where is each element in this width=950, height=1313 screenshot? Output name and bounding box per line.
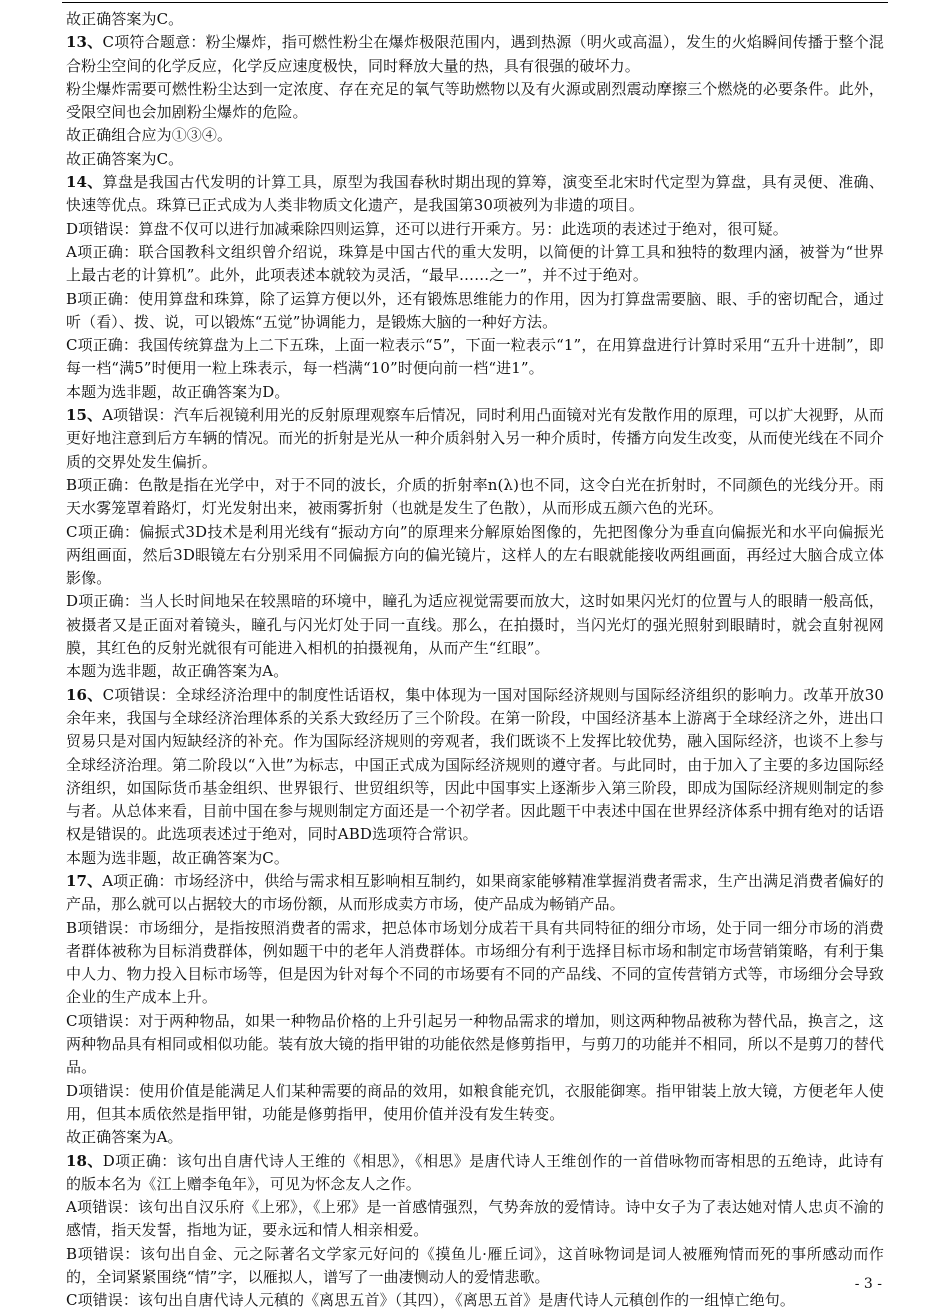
paragraph-text: A项正确：市场经济中，供给与需求相互影响相互制约，如果商家能够精准掌握消费者需求，生产出满足消费者偏好的产品，那么就可以占据较大的市场份额，从而形成卖方市场，使产品成为畅销产品。 <box>66 871 884 914</box>
explanation-paragraph <box>66 1010 884 1080</box>
explanation-paragraph <box>66 78 884 125</box>
explanation-paragraph <box>66 660 884 683</box>
explanation-paragraph <box>66 1289 884 1312</box>
header-rule <box>62 2 888 3</box>
paragraph-text: 故正确答案为C。 <box>66 10 184 28</box>
explanation-paragraph <box>66 847 884 870</box>
explanation-paragraph <box>66 1126 884 1149</box>
document-body <box>66 8 884 1313</box>
paragraph-text: C项正确：我国传统算盘为上二下五珠，上面一粒表示“5”，下面一粒表示“1”，在用算盘进行计算时采用“五升十进制”，即每一档“满5”时便用一粒上珠表示，每一档满“10”时便向前一档“进1”。 <box>66 336 884 378</box>
explanation-paragraph <box>66 8 884 31</box>
explanation-paragraph <box>66 521 884 591</box>
explanation-paragraph <box>66 1196 884 1243</box>
paragraph-text: 本题为选非题，故正确答案为D。 <box>66 382 290 401</box>
explanation-paragraph <box>66 381 884 404</box>
question-number: 17、 <box>66 871 103 890</box>
paragraph-text: D项正确：当人长时间地呆在较黑暗的环境中，瞳孔为适应视觉需要而放大，这时如果闪光灯的位置与人的眼睛一般高低，被摄者又是正面对着镜头，瞳孔与闪光灯处于同一直线。那么，在拍摄时，当闪光灯的强光照射到眼睛时，就会直射视网膜，其红色的反射光就很有可能进入相机的拍摄视角，从而产生“红眼”。 <box>66 592 884 658</box>
explanation-paragraph <box>66 1080 884 1127</box>
paragraph-text: B项错误：该句出自金、元之际著名文学家元好问的《摸鱼儿·雁丘词》，这首咏物词是词人被雁殉情而死的事所感动而作的，全词紧紧围绕“情”字，以雁拟人，谱写了一曲凄恻动人的爱情悲歌。 <box>66 1244 884 1287</box>
paragraph-text: 本题为选非题，故正确答案为A。 <box>66 662 289 681</box>
page-number: - 3 - <box>854 1276 882 1292</box>
question-number: 18、 <box>66 1151 103 1170</box>
explanation-paragraph <box>66 148 884 171</box>
paragraph-text: 粉尘爆炸需要可燃性粉尘达到一定浓度、存在充足的氧气等助燃物以及有火源或剧烈震动摩擦三个燃烧的必要条件。此外，受限空间也会加剧粉尘爆炸的危险。 <box>66 79 884 122</box>
question-number: 15、 <box>66 406 103 425</box>
question-paragraph <box>66 1150 884 1197</box>
question-number: 13、 <box>66 33 103 52</box>
explanation-paragraph <box>66 474 884 521</box>
question-paragraph <box>66 31 884 78</box>
question-paragraph <box>66 404 884 474</box>
paragraph-text: C项错误：该句出自唐代诗人元稹的《离思五首》（其四），《离思五首》是唐代诗人元稹创作的一组悼亡绝句。 <box>66 1291 795 1310</box>
paragraph-text: 故正确组合应为①③④。 <box>66 126 233 145</box>
paragraph-text: 本题为选非题，故正确答案为C。 <box>66 848 289 867</box>
question-paragraph <box>66 870 884 917</box>
paragraph-text: 故正确答案为A。 <box>66 1128 183 1147</box>
paragraph-text: A项错误：汽车后视镜利用光的反射原理观察车后情况，同时利用凸面镜对光有发散作用的原理，可以扩大视野，从而更好地注意到后方车辆的情况。而光的折射是光从一种介质斜射入另一种介质时，传播方向发生改变，从而使光线在不同介质的交界处发生偏折。 <box>66 406 884 471</box>
paragraph-text: A项正确：联合国教科文组织曾介绍说，珠算是中国古代的重大发明，以简便的计算工具和独特的数理内涵，被誉为“世界上最古老的计算机”。此外，此项表述本就较为灵活，“最早……之一”，并不过于绝对。 <box>66 242 884 285</box>
paragraph-text: C项正确：偏振式3D技术是利用光线有“振动方向”的原理来分解原始图像的，先把图像分为垂直向偏振光和水平向偏振光两组画面，然后3D眼镜左右分别采用不同偏振方向的偏光镜片，这样人的左右眼就能接收两组画面，再经过大脑合成立体影像。 <box>66 522 884 588</box>
explanation-paragraph <box>66 917 884 1010</box>
paragraph-text: B项错误：市场细分，是指按照消费者的需求，把总体市场划分成若干具有共同特征的细分市场，处于同一细分市场的消费者群体被称为目标消费群体，例如题干中的老年人消费群体。市场细分有利于选择目标市场和制定市场营销策略，有利于集中人力、物力投入目标市场等，但是因为针对每个不同的市场要有不同的产品线、不同的宣传营销方式等，市场细分会导致企业的生产成本上升。 <box>66 918 884 1007</box>
paragraph-text: B项正确：使用算盘和珠算，除了运算方便以外，还有锻炼思维能力的作用，因为打算盘需要脑、眼、手的密切配合，通过听（看）、拨、说，可以锻炼“五觉”协调能力，是锻炼大脑的一种好方法。 <box>66 289 884 331</box>
question-paragraph <box>66 171 884 218</box>
paragraph-text: C项错误：对于两种物品，如果一种物品价格的上升引起另一种物品需求的增加，则这两种物品被称为替代品，换言之，这两种物品具有相同或相似功能。装有放大镜的指甲钳的功能依然是修剪指甲，与剪刀的功能并不相同，所以不是剪刀的替代品。 <box>66 1011 884 1077</box>
explanation-paragraph <box>66 288 884 335</box>
paragraph-text: A项错误：该句出自汉乐府《上邪》，《上邪》是一首感情强烈，气势奔放的爱情诗。诗中女子为了表达她对情人忠贞不渝的感情，指天发誓，指地为证，要永远和情人相亲相爱。 <box>66 1198 884 1240</box>
explanation-paragraph <box>66 590 884 660</box>
paragraph-text: C项符合题意：粉尘爆炸，指可燃性粉尘在爆炸极限范围内，遇到热源（明火或高温），发生的火焰瞬间传播于整个混合粉尘空间的化学反应，化学反应速度极快，同时释放大量的热，具有很强的破坏力。 <box>66 33 884 75</box>
paragraph-text: C项错误：全球经济治理中的制度性话语权，集中体现为一国对国际经济规则与国际经济组织的影响力。改革开放30余年来，我国与全球经济治理体系的关系大致经历了三个阶段。在第一阶段，中国经济基本上游离于全球经济之外，进出口贸易只是对国内短缺经济的补充。作为国际经济规则的旁观者，我们既谈不上发挥比较优势，融入国际经济，也谈不上参与全球经济治理。第二阶段以“入世”为标志，中国正式成为国际经济规则的遵守者。与此同时，由于加入了主要的多边国际经济组织，如国际货币基金组织、世界银行、世贸组织等，因此中国事实上逐渐步入第三阶段，即成为国际经济规则制定的参与者。从总体来看，目前中国在参与规则制定方面还是一个初学者。因此题干中表述中国在世界经济体系中拥有绝对的话语权是错误的。此选项表述过于绝对，同时ABD选项符合常识。 <box>66 685 884 844</box>
question-paragraph <box>66 684 884 847</box>
paragraph-text: D项错误：使用价值是能满足人们某种需要的商品的效用，如粮食能充饥，衣服能御寒。指甲钳装上放大镜，方便老年人使用，但其本质依然是指甲钳，功能是修剪指甲，使用价值并没有发生转变。 <box>66 1081 884 1123</box>
explanation-paragraph <box>66 124 884 147</box>
paragraph-text: 故正确答案为C。 <box>66 149 184 168</box>
explanation-paragraph <box>66 1243 884 1290</box>
question-number: 16、 <box>66 685 103 704</box>
paragraph-text: D项错误：算盘不仅可以进行加减乘除四则运算，还可以进行开乘方。另：此选项的表述过于绝对，很可疑。 <box>66 219 788 238</box>
paragraph-text: D项正确：该句出自唐代诗人王维的《相思》，《相思》是唐代诗人王维创作的一首借咏物而寄相思的五绝诗，此诗有的版本名为《江上赠李龟年》，可见为怀念友人之作。 <box>66 1151 884 1193</box>
paragraph-text: 算盘是我国古代发明的计算工具，原型为我国春秋时期出现的算筹，演变至北宋时代定型为算盘，具有灵便、准确、快速等优点。珠算已正式成为人类非物质文化遗产，是我国第30项被列为非遗的项目。 <box>66 173 884 215</box>
explanation-paragraph <box>66 218 884 241</box>
explanation-paragraph <box>66 334 884 381</box>
paragraph-text: B项正确：色散是指在光学中，对于不同的波长，介质的折射率n(λ)也不同，这令白光在折射时，不同颜色的光线分开。雨天水雾笼罩着路灯，灯光发射出来，被雨雾折射（也就是发生了色散），从而形成五颜六色的光环。 <box>66 475 884 518</box>
question-number: 14、 <box>66 173 103 192</box>
explanation-paragraph <box>66 241 884 288</box>
